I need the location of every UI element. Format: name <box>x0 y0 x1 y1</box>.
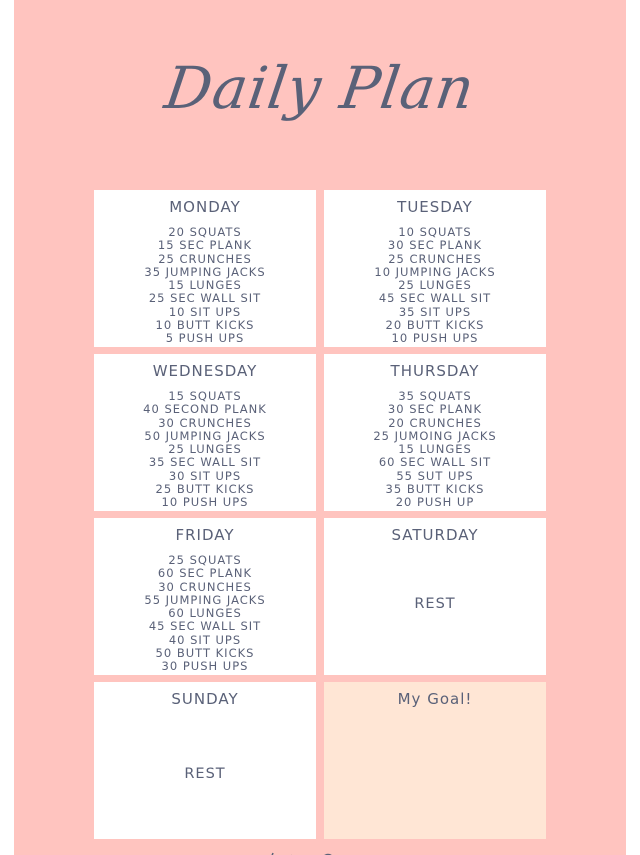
exercise-item: 15 SQUATS <box>168 389 242 403</box>
exercise-item: 45 SEC WALL SIT <box>148 619 262 634</box>
exercise-item: 20 PUSH UP <box>395 495 475 510</box>
day-card-thursday <box>324 354 546 511</box>
exercise-item: 10 SQUATS <box>398 225 472 239</box>
day-name: SUNDAY <box>171 690 239 708</box>
exercise-list <box>324 226 546 346</box>
day-card-sunday <box>94 682 316 839</box>
day-card-friday <box>94 518 316 675</box>
day-name: FRIDAY <box>175 526 235 544</box>
exercise-item: 10 PUSH UPS <box>391 331 479 346</box>
day-name: MONDAY <box>169 198 241 216</box>
rest-label: REST <box>414 596 456 612</box>
exercise-item: 60 LUNGES <box>168 606 242 621</box>
exercise-item: 25 LUNGES <box>398 278 472 293</box>
exercise-item: 50 JUMPING JACKS <box>144 428 266 443</box>
exercise-item: 20 CRUNCHES <box>388 415 482 430</box>
footer-logo-mark <box>264 846 374 855</box>
exercise-item: 60 SEC PLANK <box>157 566 253 581</box>
day-card-wednesday <box>94 354 316 511</box>
exercise-item: 60 SEC WALL SIT <box>378 455 492 470</box>
exercise-item: 55 JUMPING JACKS <box>144 592 266 607</box>
day-card-tuesday <box>324 190 546 347</box>
exercise-item: 25 SEC WALL SIT <box>148 291 262 306</box>
exercise-item: 30 CRUNCHES <box>158 579 252 594</box>
exercise-item: 5 PUSH UPS <box>165 331 245 346</box>
exercise-list <box>94 226 316 346</box>
goal-card <box>324 682 546 839</box>
day-card-saturday <box>324 518 546 675</box>
exercise-item: 20 SQUATS <box>168 225 242 239</box>
exercise-item: 30 SEC PLANK <box>387 238 483 253</box>
day-name: THURSDAY <box>390 362 480 380</box>
exercise-item: 20 BUTT KICKS <box>385 318 485 333</box>
exercise-item: 30 CRUNCHES <box>158 415 252 430</box>
exercise-item: 50 BUTT KICKS <box>155 646 255 661</box>
exercise-item: 30 SEC PLANK <box>387 402 483 417</box>
exercise-item: 40 SIT UPS <box>168 632 242 647</box>
exercise-list <box>324 390 546 510</box>
page-title: Daily Plan <box>160 54 480 122</box>
day-name: TUESDAY <box>397 198 473 216</box>
exercise-item: 35 SQUATS <box>398 389 472 403</box>
exercise-item: 10 JUMPING JACKS <box>374 264 496 279</box>
exercise-item: 25 CRUNCHES <box>158 251 252 266</box>
exercise-item: 40 SECOND PLANK <box>143 402 267 417</box>
day-name: SATURDAY <box>391 526 479 544</box>
exercise-list <box>94 390 316 510</box>
exercise-item: 25 BUTT KICKS <box>155 482 255 497</box>
exercise-item: 15 LUNGES <box>168 278 242 293</box>
exercise-item: 10 BUTT KICKS <box>155 318 255 333</box>
exercise-item: 45 SEC WALL SIT <box>378 291 492 306</box>
exercise-item: 15 SEC PLANK <box>157 238 253 253</box>
day-card-monday <box>94 190 316 347</box>
exercise-item: 30 PUSH UPS <box>161 659 249 674</box>
goal-label: My Goal! <box>397 690 473 708</box>
exercise-item: 10 PUSH UPS <box>161 495 249 510</box>
exercise-list <box>94 554 316 674</box>
exercise-item: 25 CRUNCHES <box>388 251 482 266</box>
rest-label: REST <box>184 766 226 782</box>
exercise-item: 25 SQUATS <box>168 553 242 567</box>
exercise-item: 35 SEC WALL SIT <box>148 455 262 470</box>
exercise-item: 35 BUTT KICKS <box>385 482 485 497</box>
exercise-item: 35 SIT UPS <box>398 304 472 319</box>
exercise-item: 25 LUNGES <box>168 442 242 457</box>
day-name: WEDNESDAY <box>152 362 258 380</box>
exercise-item: 15 LUNGES <box>398 442 472 457</box>
planner-page <box>14 0 626 855</box>
exercise-item: 30 SIT UPS <box>168 468 242 483</box>
exercise-item: 10 SIT UPS <box>168 304 242 319</box>
exercise-item: 55 SUT UPS <box>396 468 474 483</box>
exercise-item: 35 JUMPING JACKS <box>144 264 266 279</box>
exercise-item: 25 JUMOING JACKS <box>373 428 497 443</box>
